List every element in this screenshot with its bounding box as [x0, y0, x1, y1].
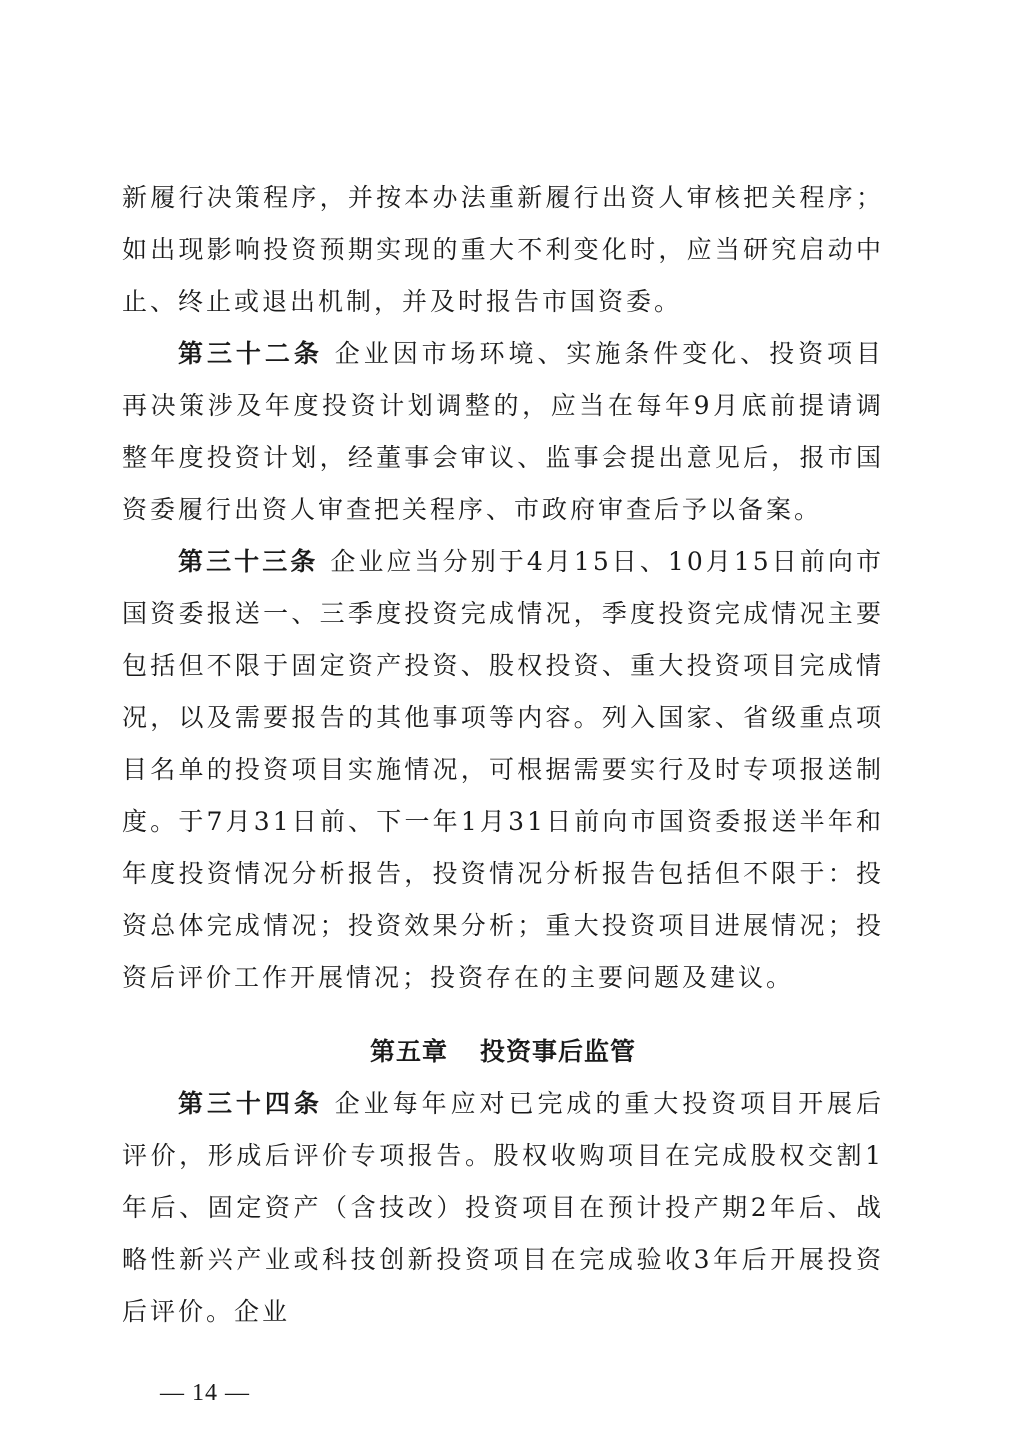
page-number: — 14 — [160, 1380, 250, 1406]
article-heading: 第三十四条 [178, 1089, 323, 1118]
chapter-heading [122, 1026, 884, 1078]
article-32-paragraph [122, 328, 884, 536]
article-33-paragraph [122, 536, 884, 1004]
paragraph-continuation [122, 172, 884, 328]
paragraph-text: 企业因市场环境、实施条件变化、投资项目再决策涉及年度投资计划调整的，应当在每年9月底前提请调整年度投资计划，经董事会审议、监事会提出意见后，报市国资委履行出资人审查把关程序、市政府审查后予以备案。 [122, 339, 884, 524]
paragraph-text: 新履行决策程序，并按本办法重新履行出资人审核把关程序；如出现影响投资预期实现的重大不利变化时，应当研究启动中止、终止或退出机制，并及时报告市国资委。 [122, 183, 884, 316]
chapter-title: 投资事后监管 [480, 1037, 637, 1066]
chapter-number: 第五章 [369, 1037, 448, 1066]
article-heading: 第三十二条 [178, 339, 323, 368]
article-heading: 第三十三条 [178, 547, 319, 576]
article-34-paragraph [122, 1078, 884, 1338]
document-body [122, 172, 884, 1338]
paragraph-text: 企业每年应对已完成的重大投资项目开展后评价，形成后评价专项报告。股权收购项目在完成股权交割1年后、固定资产（含技改）投资项目在预计投产期2年后、战略性新兴产业或科技创新投资项目在完成验收3年后开展投资后评价。企业 [122, 1089, 884, 1326]
paragraph-text: 企业应当分别于4月15日、10月15日前向市国资委报送一、三季度投资完成情况，季度投资完成情况主要包括但不限于固定资产投资、股权投资、重大投资项目完成情况，以及需要报告的其他事项等内容。列入国家、省级重点项目名单的投资项目实施情况，可根据需要实行及时专项报送制度。于7月31日前、下一年1月31日前向市国资委报送半年和年度投资情况分析报告，投资情况分析报告包括但不限于：投资总体完成情况；投资效果分析；重大投资项目进展情况；投资后评价工作开展情况；投资存在的主要问题及建议。 [122, 547, 884, 992]
